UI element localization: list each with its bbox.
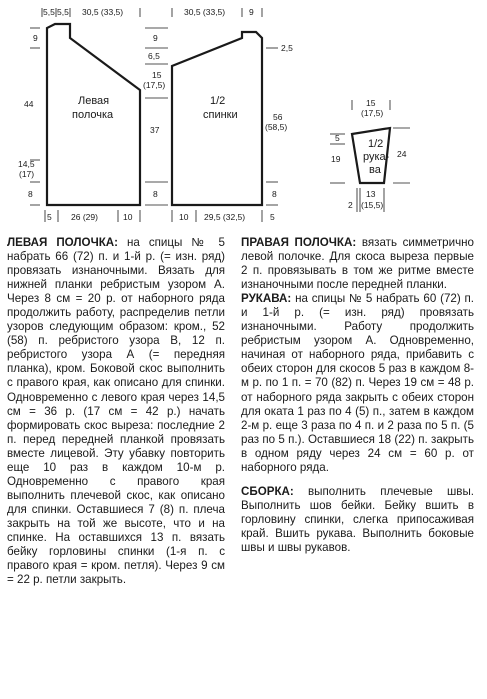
sleeve-bottom-left: 2 (348, 200, 353, 210)
sleeves-body: на спицы № 5 набрать 60 (72) п. и 1-й р. (= изн. ряд) провязать изнаночными. Работу продолжить ребристым узором А. Одновременно, начиная от наборного ряда, прибавить с обеих сторон для скосов 5 раз в каждом 8-м р. по 1 п. = 70 (82) п. Через 19 см = 48 р. от наборного ряда закрыть с обеих сторон для оката 1 раз по 4 (5) п., затем в каждом 2-м р. еще 3 раза по 4 п. и 2 раза по 5 п. (5 раз по 5 п.). Оставшиеся 18 (22) п. закрыть в одном ряду через 24 см = 60 р. от наборного ряда. (241, 292, 474, 474)
sleeve-title-line1: 1/2 (368, 138, 384, 150)
back-side-a: 56 (273, 112, 283, 122)
back-bottom-width: 29,5 (32,5) (204, 212, 246, 222)
center-top: 9 (153, 33, 158, 43)
assembly-body: выполнить плечевые швы. Выполнить шов бейки. Бейку вшить в горловину спинки, слегка припосаживая край. Вшить рукава. Выполнить боковые швы и швы рукавов. (241, 484, 474, 554)
front-side-bottom: 8 (28, 189, 33, 199)
right-front-body: вязать симметрично левой полочке. Для скоса выреза первые 2 п. провязывать в том же ритме вместе изнаночными после передней планки. (241, 236, 474, 292)
back-title-line1: 1/2 (210, 95, 226, 107)
sleeve-left-mid: 19 (331, 154, 341, 164)
center-dim-b: 15 (152, 70, 162, 80)
sleeves-paragraph (241, 292, 474, 475)
center-dim-a: 6,5 (148, 51, 160, 61)
back-neck: 2,5 (281, 43, 293, 53)
sleeve-title-line2: рука- (363, 151, 390, 163)
front-band-a: 14,5 (18, 159, 35, 169)
front-side-mid: 44 (24, 99, 34, 109)
front-bottom-width: 26 (29) (71, 212, 98, 222)
front-bottom-right: 10 (123, 212, 133, 222)
center-dim-b2: (17,5) (143, 80, 166, 90)
back-bottom-left: 10 (179, 212, 189, 222)
sleeves-heading: РУКАВА: (241, 292, 292, 306)
sleeve-bottom-b: (15,5) (361, 200, 384, 210)
left-front-heading: ЛЕВАЯ ПОЛОЧКА: (7, 236, 119, 249)
back-bottom-right: 5 (270, 212, 275, 222)
back-side-bottom: 8 (272, 189, 277, 199)
front-top-left-b: 5,5 (57, 7, 69, 17)
assembly-paragraph (241, 485, 474, 555)
right-front-heading: ПРАВАЯ ПОЛОЧКА: (241, 236, 357, 249)
front-bottom-left: 5 (47, 212, 52, 222)
back-top-right: 9 (249, 7, 254, 17)
center-dim-c: 37 (150, 125, 160, 135)
sleeve-title-line3: ва (369, 164, 381, 176)
assembly-heading: СБОРКА: (241, 484, 294, 498)
sleeve-right: 24 (397, 149, 407, 159)
front-top-width: 30,5 (33,5) (82, 7, 124, 17)
back-side-a2: (58,5) (265, 122, 288, 132)
sleeve-left-top: 5 (335, 133, 340, 143)
sleeve-bottom-a: 13 (366, 189, 376, 199)
back-top-width: 30,5 (33,5) (184, 7, 226, 17)
front-side-top: 9 (33, 33, 38, 43)
instructions-left-column (7, 236, 225, 597)
back-title-line2: спинки (203, 109, 238, 121)
instructions-right-column (241, 236, 474, 565)
center-dim-d: 8 (153, 189, 158, 199)
left-front-body: на спицы № 5 набрать 66 (72) п. и 1-й р. (= изн. ряд) провязать изнаночными. Вязать для нижней планки ребристым узором А. Через 8 см = 20 р. от наборного ряда продолжить работу, распределив петли узоров следующим образом: кром., 52 (58) п. ребристого узора В, 12 п. ребристого узора А (= передняя планка), кром. Боковой скос выполнить с правого края, как описано для спинки. Одновременно с левого края через 14,5 см = 36 р. (17 см = 42 р.) начать формировать скос выреза: последние 2 п. перед передней планкой провязать вместе лицевой. Эту убавку повторить еще 10 раз в каждом 10-м р. Одновременно с правого края выполнить плечевой скос, как описано для спинки. Оставшиеся 7 (8) п. плеча закрыть на той же высоте, что и на спинке. На оставшихся 13 п. вязать бейку горловины спинки (1-я п. с правого края = кром. петля). Через 9 см = 22 р. петли закрыть. (7, 236, 225, 587)
front-band-b: (17) (19, 169, 35, 179)
front-top-left-a: 5,5 (43, 7, 55, 17)
sleeve-top-a: 15 (366, 98, 376, 108)
sleeve-top-b: (17,5) (361, 108, 384, 118)
front-title-line2: полочка (72, 109, 114, 121)
pattern-diagram (0, 0, 487, 230)
right-front-paragraph (241, 236, 474, 292)
front-title-line1: Левая (78, 95, 110, 107)
left-front-paragraph (7, 236, 225, 587)
